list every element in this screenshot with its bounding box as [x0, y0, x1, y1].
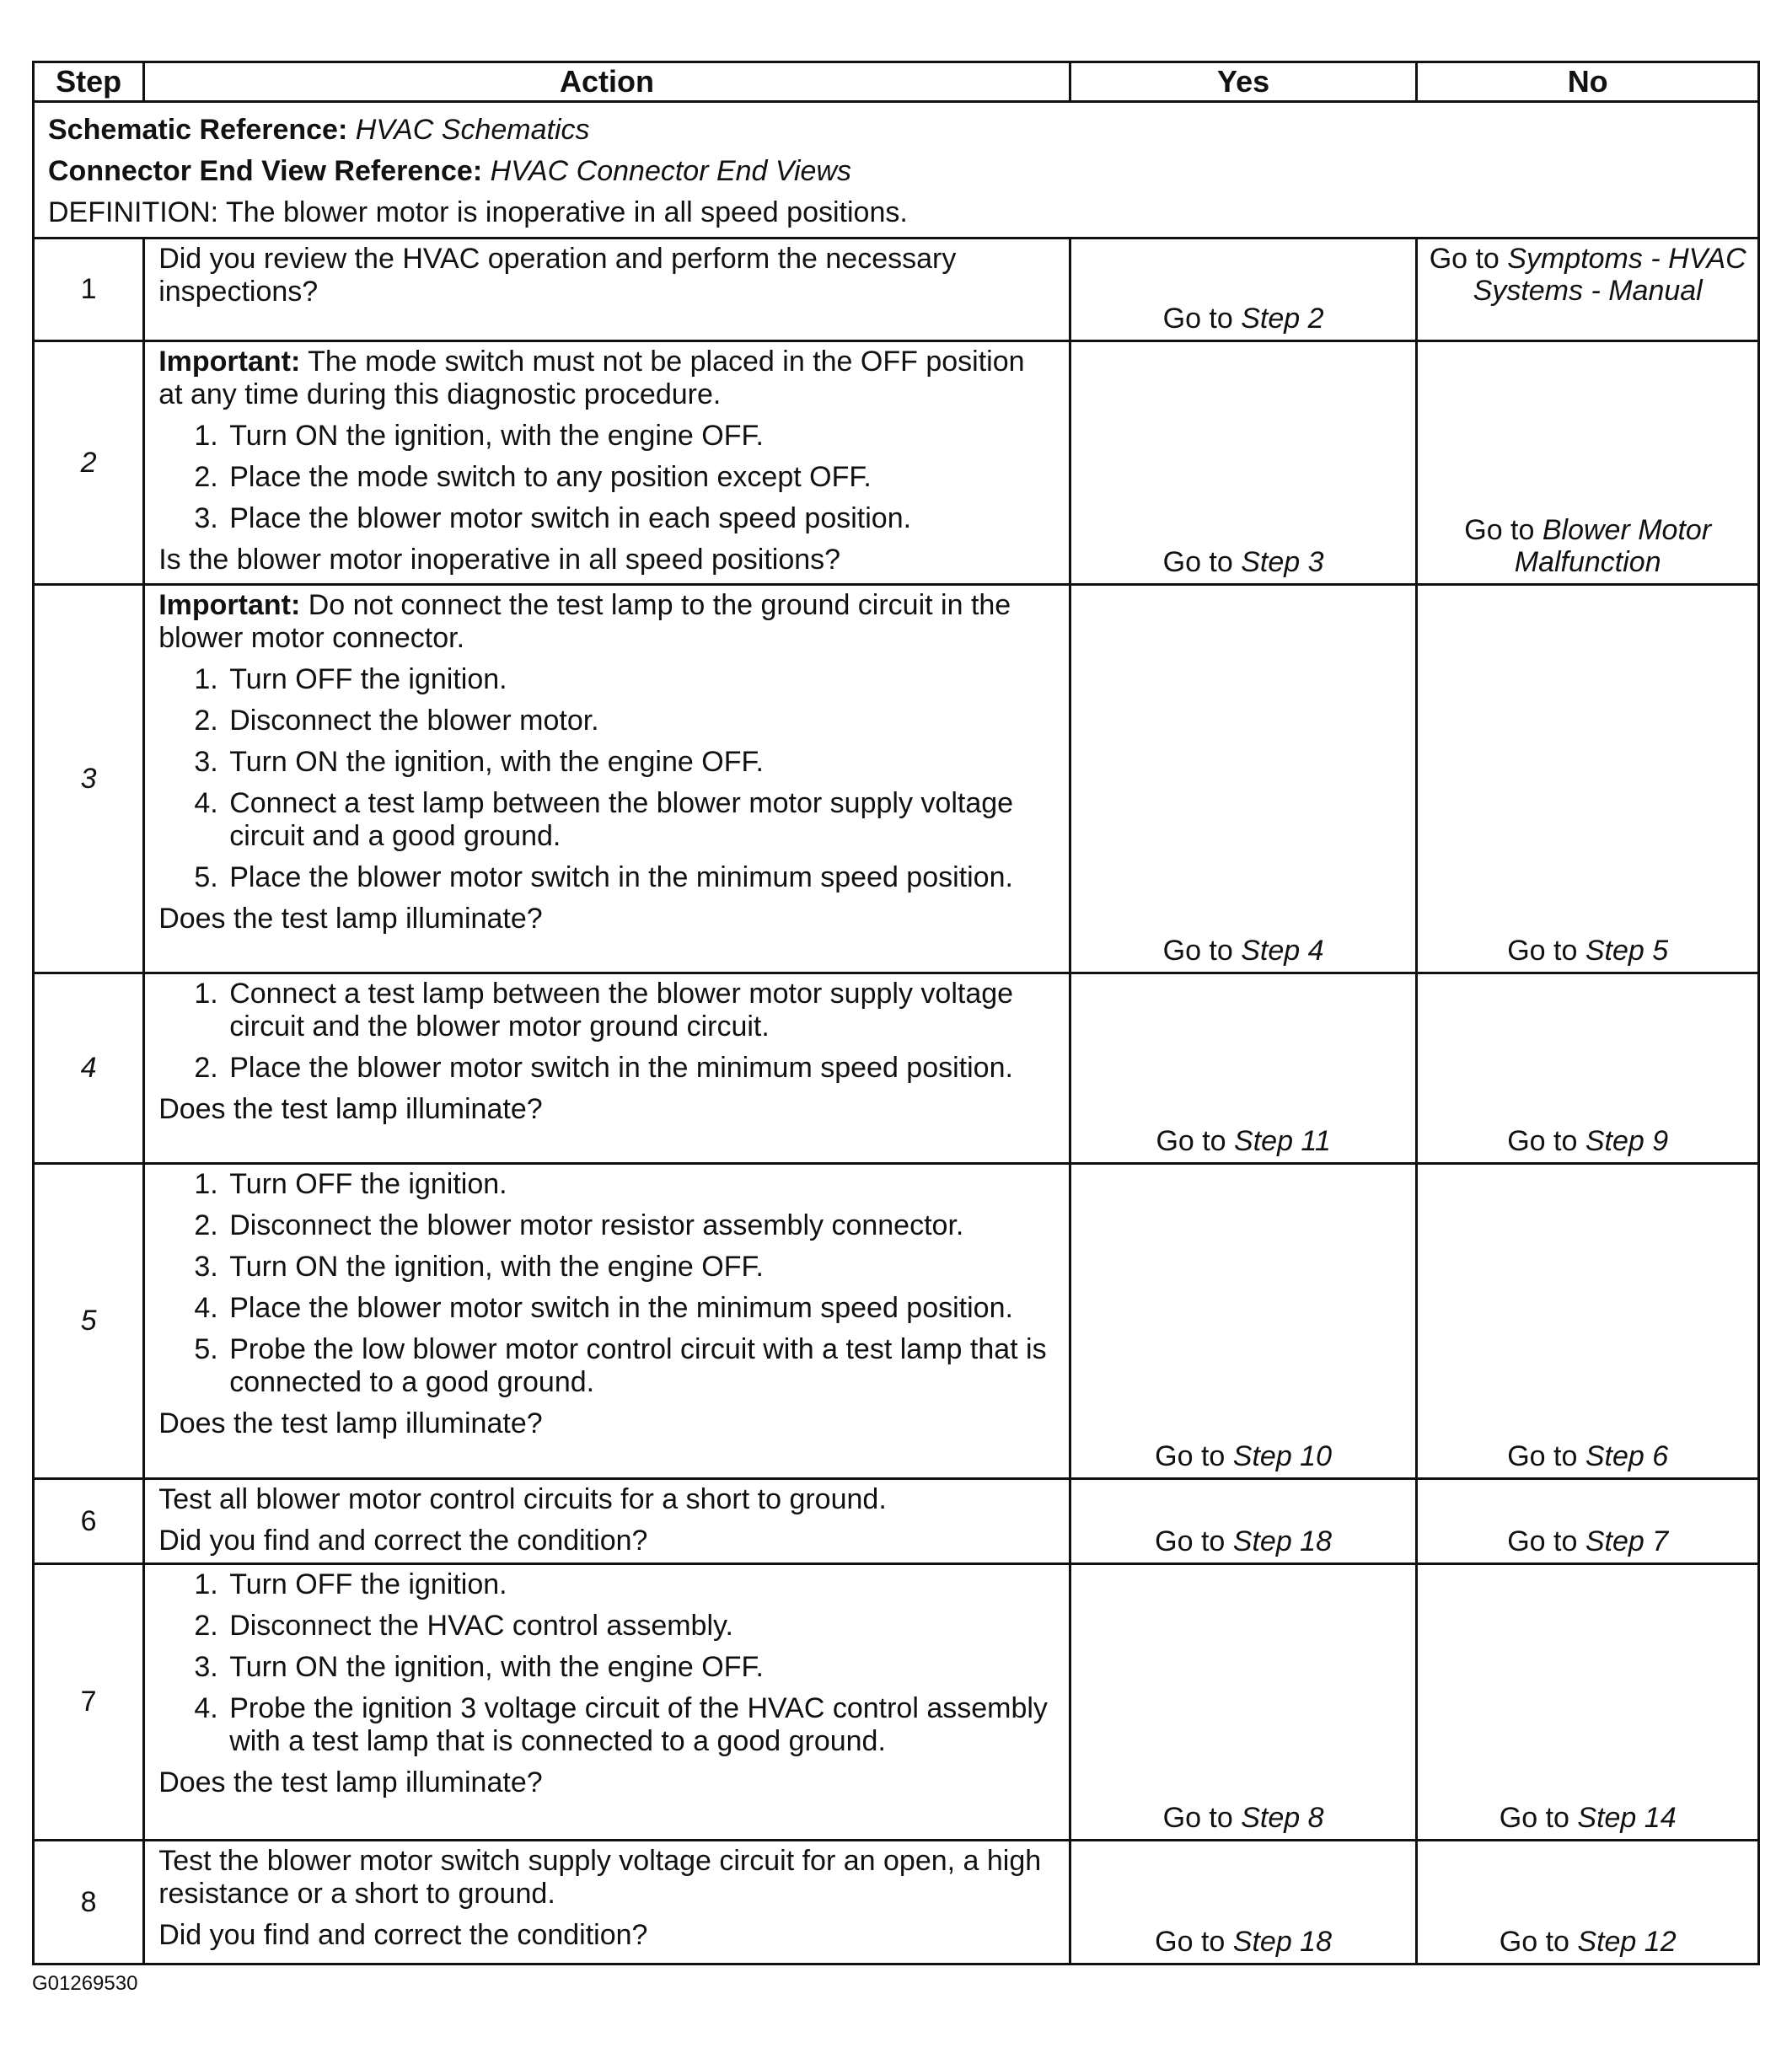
step-action — [144, 1164, 1070, 1479]
action-question: Does the test lamp illuminate? — [158, 1093, 543, 1125]
procedure-item: 4. Probe the ignition 3 voltage circuit of the HVAC control assembly with a test lamp that is connected to a good ground. — [226, 1692, 1055, 1758]
procedure-item: 5. Place the blower motor switch in the minimum speed position. — [226, 861, 1055, 894]
go-prefix: Go to — [1429, 243, 1508, 275]
procedure-item: 5. Probe the low blower motor control circuit with a test lamp that is connected to a good ground. — [226, 1333, 1055, 1399]
header-yes: Yes — [1070, 62, 1417, 102]
figure-code: G01269530 — [32, 1972, 138, 1995]
important-text: Do not connect the test lamp to the ground circuit in the blower motor connector. — [158, 589, 1011, 654]
step-row — [34, 1564, 1759, 1841]
action-question: Is the blower motor inoperative in all speed positions? — [158, 544, 841, 576]
yes-link[interactable]: Step 11 — [1234, 1125, 1331, 1157]
yes-cell — [1070, 1164, 1417, 1479]
yes-cell — [1070, 1841, 1417, 1964]
yes-link[interactable]: Step 2 — [1241, 303, 1324, 335]
step-number: 3 — [34, 585, 144, 973]
step-number: 7 — [34, 1564, 144, 1841]
action-text: Test all blower motor control circuits for a short to ground. — [158, 1483, 887, 1515]
procedure-item: 2. Disconnect the HVAC control assembly. — [226, 1610, 1055, 1643]
no-link[interactable]: Step 6 — [1585, 1440, 1669, 1472]
yes-cell — [1070, 973, 1417, 1164]
go-prefix: Go to — [1507, 935, 1585, 967]
step-row — [34, 239, 1759, 341]
procedure-list — [158, 1568, 1055, 1758]
diagnostic-table-container — [32, 61, 1760, 1965]
no-cell — [1417, 1164, 1759, 1479]
yes-link[interactable]: Step 18 — [1232, 1525, 1332, 1557]
go-prefix: Go to — [1499, 1802, 1578, 1834]
step-number: 8 — [34, 1841, 144, 1964]
reference-cell — [34, 102, 1759, 239]
procedure-item: 2. Place the blower motor switch in the minimum speed position. — [226, 1052, 1055, 1085]
action-text: Did you review the HVAC operation and perform the necessary inspections? — [158, 243, 957, 308]
step-row — [34, 341, 1759, 585]
no-link[interactable]: Step 7 — [1585, 1525, 1669, 1557]
no-cell — [1417, 1479, 1759, 1564]
go-prefix: Go to — [1155, 1926, 1233, 1958]
yes-cell — [1070, 1564, 1417, 1841]
step-row — [34, 973, 1759, 1164]
no-cell — [1417, 1841, 1759, 1964]
step-row — [34, 1479, 1759, 1564]
procedure-item: 4. Connect a test lamp between the blower motor supply voltage circuit and a good ground. — [226, 787, 1055, 853]
procedure-item: 1. Turn OFF the ignition. — [226, 1568, 1055, 1601]
header-row — [34, 62, 1759, 102]
go-prefix: Go to — [1507, 1525, 1585, 1557]
step-row — [34, 1164, 1759, 1479]
procedure-list — [158, 420, 1055, 535]
procedure-item: 1. Connect a test lamp between the blower motor supply voltage circuit and the blower motor ground circuit. — [226, 978, 1055, 1043]
action-question: Does the test lamp illuminate? — [158, 1766, 543, 1798]
procedure-item: 3. Turn ON the ignition, with the engine OFF. — [226, 1251, 1055, 1284]
step-number: 6 — [34, 1479, 144, 1564]
schematic-reference-label: Schematic Reference: — [48, 114, 348, 146]
yes-cell — [1070, 239, 1417, 341]
procedure-list — [158, 1168, 1055, 1399]
procedure-list — [158, 663, 1055, 894]
procedure-item: 1. Turn ON the ignition, with the engine OFF. — [226, 420, 1055, 453]
no-link[interactable]: Step 5 — [1585, 935, 1669, 967]
header-action: Action — [144, 62, 1070, 102]
go-prefix: Go to — [1162, 546, 1242, 578]
definition-text: DEFINITION: The blower motor is inoperative in all speed positions. — [48, 196, 908, 228]
schematic-reference — [48, 110, 1744, 151]
connector-reference-link[interactable]: HVAC Connector End Views — [490, 155, 851, 187]
important-note — [158, 346, 1055, 411]
procedure-item: 3. Turn ON the ignition, with the engine OFF. — [226, 1651, 1055, 1684]
yes-cell — [1070, 585, 1417, 973]
step-action — [144, 585, 1070, 973]
yes-link[interactable]: Step 4 — [1241, 935, 1324, 967]
procedure-item: 2. Disconnect the blower motor. — [226, 705, 1055, 737]
step-action — [144, 239, 1070, 341]
procedure-item: 3. Turn ON the ignition, with the engine OFF. — [226, 746, 1055, 779]
step-number: 4 — [34, 973, 144, 1164]
go-prefix: Go to — [1507, 1440, 1585, 1472]
go-prefix: Go to — [1507, 1125, 1585, 1157]
step-action — [144, 1479, 1070, 1564]
procedure-list — [158, 978, 1055, 1085]
no-cell — [1417, 973, 1759, 1164]
header-step: Step — [34, 62, 144, 102]
diagnostic-table — [32, 61, 1760, 1965]
no-link[interactable]: Step 12 — [1577, 1926, 1677, 1958]
yes-link[interactable]: Step 3 — [1241, 546, 1324, 578]
go-prefix: Go to — [1162, 1802, 1242, 1834]
step-action — [144, 1564, 1070, 1841]
yes-link[interactable]: Step 18 — [1232, 1926, 1332, 1958]
action-question: Does the test lamp illuminate? — [158, 1407, 543, 1439]
procedure-item: 2. Disconnect the blower motor resistor assembly connector. — [226, 1209, 1055, 1242]
yes-cell — [1070, 341, 1417, 585]
no-cell — [1417, 239, 1759, 341]
connector-reference — [48, 151, 1744, 192]
step-row — [34, 1841, 1759, 1964]
procedure-item: 1. Turn OFF the ignition. — [226, 663, 1055, 696]
step-action — [144, 973, 1070, 1164]
yes-link[interactable]: Step 10 — [1232, 1440, 1332, 1472]
step-number: 1 — [34, 239, 144, 341]
action-question: Did you find and correct the condition? — [158, 1525, 648, 1557]
no-cell — [1417, 341, 1759, 585]
go-prefix: Go to — [1162, 935, 1242, 967]
header-no: No — [1417, 62, 1759, 102]
procedure-item: 3. Place the blower motor switch in each speed position. — [226, 502, 1055, 535]
step-action — [144, 341, 1070, 585]
important-note — [158, 589, 1055, 655]
go-prefix: Go to — [1499, 1926, 1578, 1958]
procedure-item: 4. Place the blower motor switch in the minimum speed position. — [226, 1292, 1055, 1325]
schematic-reference-link[interactable]: HVAC Schematics — [355, 114, 590, 146]
yes-cell — [1070, 1479, 1417, 1564]
step-number: 5 — [34, 1164, 144, 1479]
no-cell — [1417, 585, 1759, 973]
reference-row — [34, 102, 1759, 239]
no-link[interactable]: Step 14 — [1577, 1802, 1677, 1834]
no-cell — [1417, 1564, 1759, 1841]
step-number: 2 — [34, 341, 144, 585]
no-link[interactable]: Symptoms - HVAC Systems - Manual — [1473, 243, 1746, 307]
connector-reference-label: Connector End View Reference: — [48, 155, 483, 187]
yes-link[interactable]: Step 8 — [1241, 1802, 1324, 1834]
go-prefix: Go to — [1156, 1125, 1235, 1157]
procedure-item: 2. Place the mode switch to any position except OFF. — [226, 461, 1055, 494]
important-text: The mode switch must not be placed in the OFF position at any time during this diagnostic procedure. — [158, 346, 1025, 410]
action-question: Does the test lamp illuminate? — [158, 903, 543, 935]
important-label: Important: — [158, 589, 301, 621]
no-link[interactable]: Step 9 — [1585, 1125, 1669, 1157]
go-prefix: Go to — [1155, 1525, 1233, 1557]
no-link[interactable]: Blower Motor Malfunction — [1514, 514, 1712, 578]
procedure-item: 1. Turn OFF the ignition. — [226, 1168, 1055, 1201]
step-row — [34, 585, 1759, 973]
action-question: Did you find and correct the condition? — [158, 1919, 648, 1951]
action-text: Test the blower motor switch supply voltage circuit for an open, a high resistance or a short to ground. — [158, 1845, 1042, 1910]
go-prefix: Go to — [1155, 1440, 1233, 1472]
important-label: Important: — [158, 346, 301, 378]
step-action — [144, 1841, 1070, 1964]
go-prefix: Go to — [1464, 514, 1543, 546]
go-prefix: Go to — [1162, 303, 1242, 335]
